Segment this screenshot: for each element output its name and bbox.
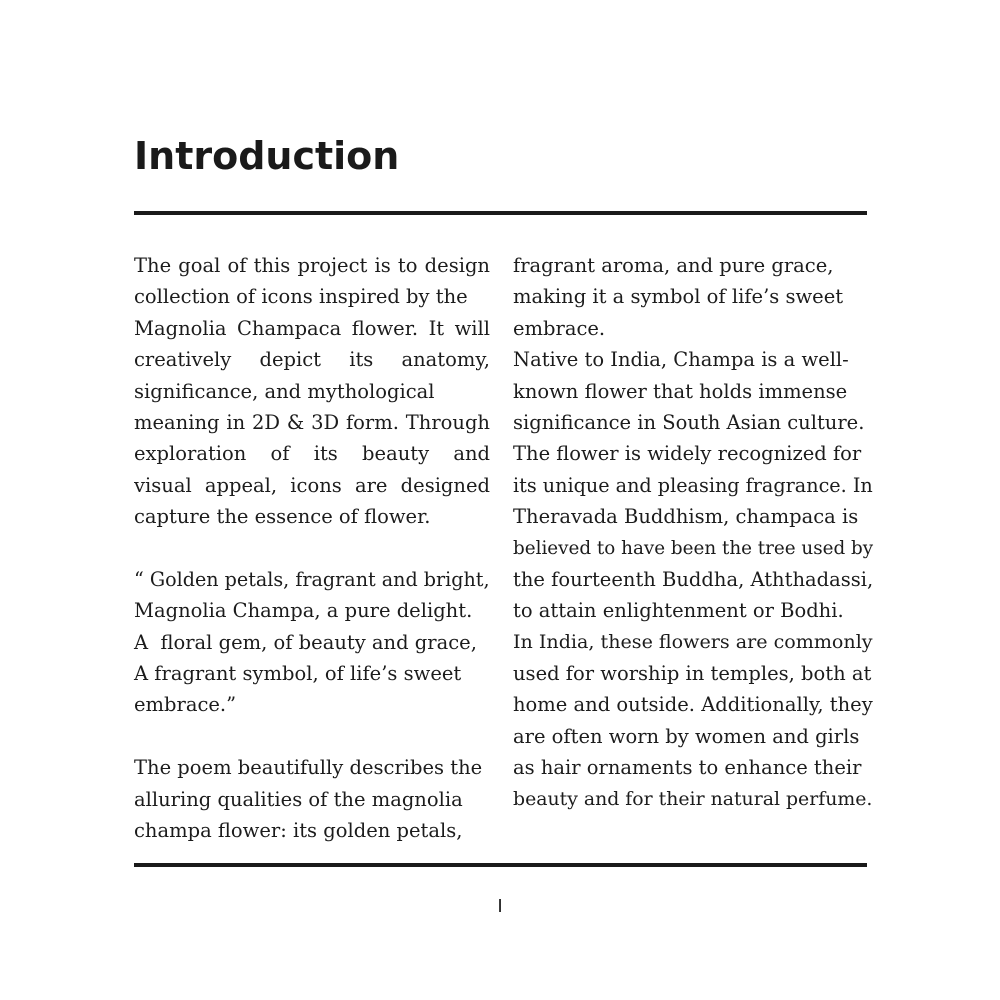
poem-quote [134, 564, 490, 721]
text-line: significance, and mythological [134, 379, 435, 403]
text-line: collection of icons inspired by the [134, 285, 468, 309]
continuation-paragraph [513, 250, 873, 344]
poem-line: Magnolia Champa, a pure delight. [134, 599, 473, 623]
text-line: Native to India, Champa is a well- [513, 348, 849, 372]
page-number: I [497, 896, 503, 917]
text-line: fragrant aroma, and pure grace, [513, 254, 834, 277]
text-line: capture the essence of flower. [134, 505, 431, 529]
text-line: The goal of this project is to design [134, 254, 490, 277]
poem-description-paragraph [134, 752, 490, 846]
text-line: exploration of its beauty and [134, 442, 490, 466]
text-line: making it a symbol of life’s sweet [513, 285, 844, 309]
text-line: Magnolia Champaca flower. It will [134, 316, 490, 340]
text-line: believed to have been the tree used by [513, 537, 874, 559]
text-line: In India, these flowers are commonly [513, 630, 873, 653]
poem-line: A floral gem, of beauty and grace, [134, 630, 477, 654]
text-line: are often worn by women and girls [513, 724, 860, 748]
poem-line: “ Golden petals, fragrant and bright, [134, 567, 490, 591]
text-line: visual appeal, icons are designed [134, 473, 490, 497]
text-line: Theravada Buddhism, champaca is [513, 505, 859, 529]
text-line: the fourteenth Buddha, Aththadassi, [513, 567, 874, 591]
text-line: embrace. [513, 316, 606, 340]
text-line: The flower is widely recognized for [513, 442, 862, 466]
text-line: significance in South Asian culture. [513, 410, 865, 434]
page-title: Introduction [134, 134, 400, 178]
text-line: to attain enlightenment or Bodhi. [513, 599, 844, 623]
text-line: alluring qualities of the magnolia [134, 787, 463, 811]
text-line: creatively depict its anatomy, [134, 348, 490, 372]
poem-line: embrace.” [134, 693, 237, 717]
text-line: used for worship in temples, both at [513, 662, 872, 686]
text-line: known flower that holds immense [513, 379, 848, 403]
worship-paragraph [513, 627, 873, 815]
intro-paragraph [134, 250, 490, 533]
bottom-divider [134, 863, 867, 867]
text-line: its unique and pleasing fragrance. In [513, 473, 873, 497]
text-line: meaning in 2D & 3D form. Through [134, 410, 490, 434]
text-line: as hair ornaments to enhance their [513, 756, 862, 780]
text-line: The poem beautifully describes the [134, 756, 483, 780]
text-line: champa flower: its golden petals, [134, 819, 463, 843]
paragraph-gap [134, 721, 490, 752]
native-paragraph [513, 344, 873, 627]
right-column [513, 250, 873, 815]
left-column [134, 250, 490, 846]
poem-line: A fragrant symbol, of life’s sweet [134, 662, 462, 686]
paragraph-gap [134, 533, 490, 564]
text-line: beauty and for their natural perfume. [513, 787, 873, 810]
text-line: home and outside. Additionally, they [513, 693, 873, 717]
top-divider [134, 211, 867, 215]
